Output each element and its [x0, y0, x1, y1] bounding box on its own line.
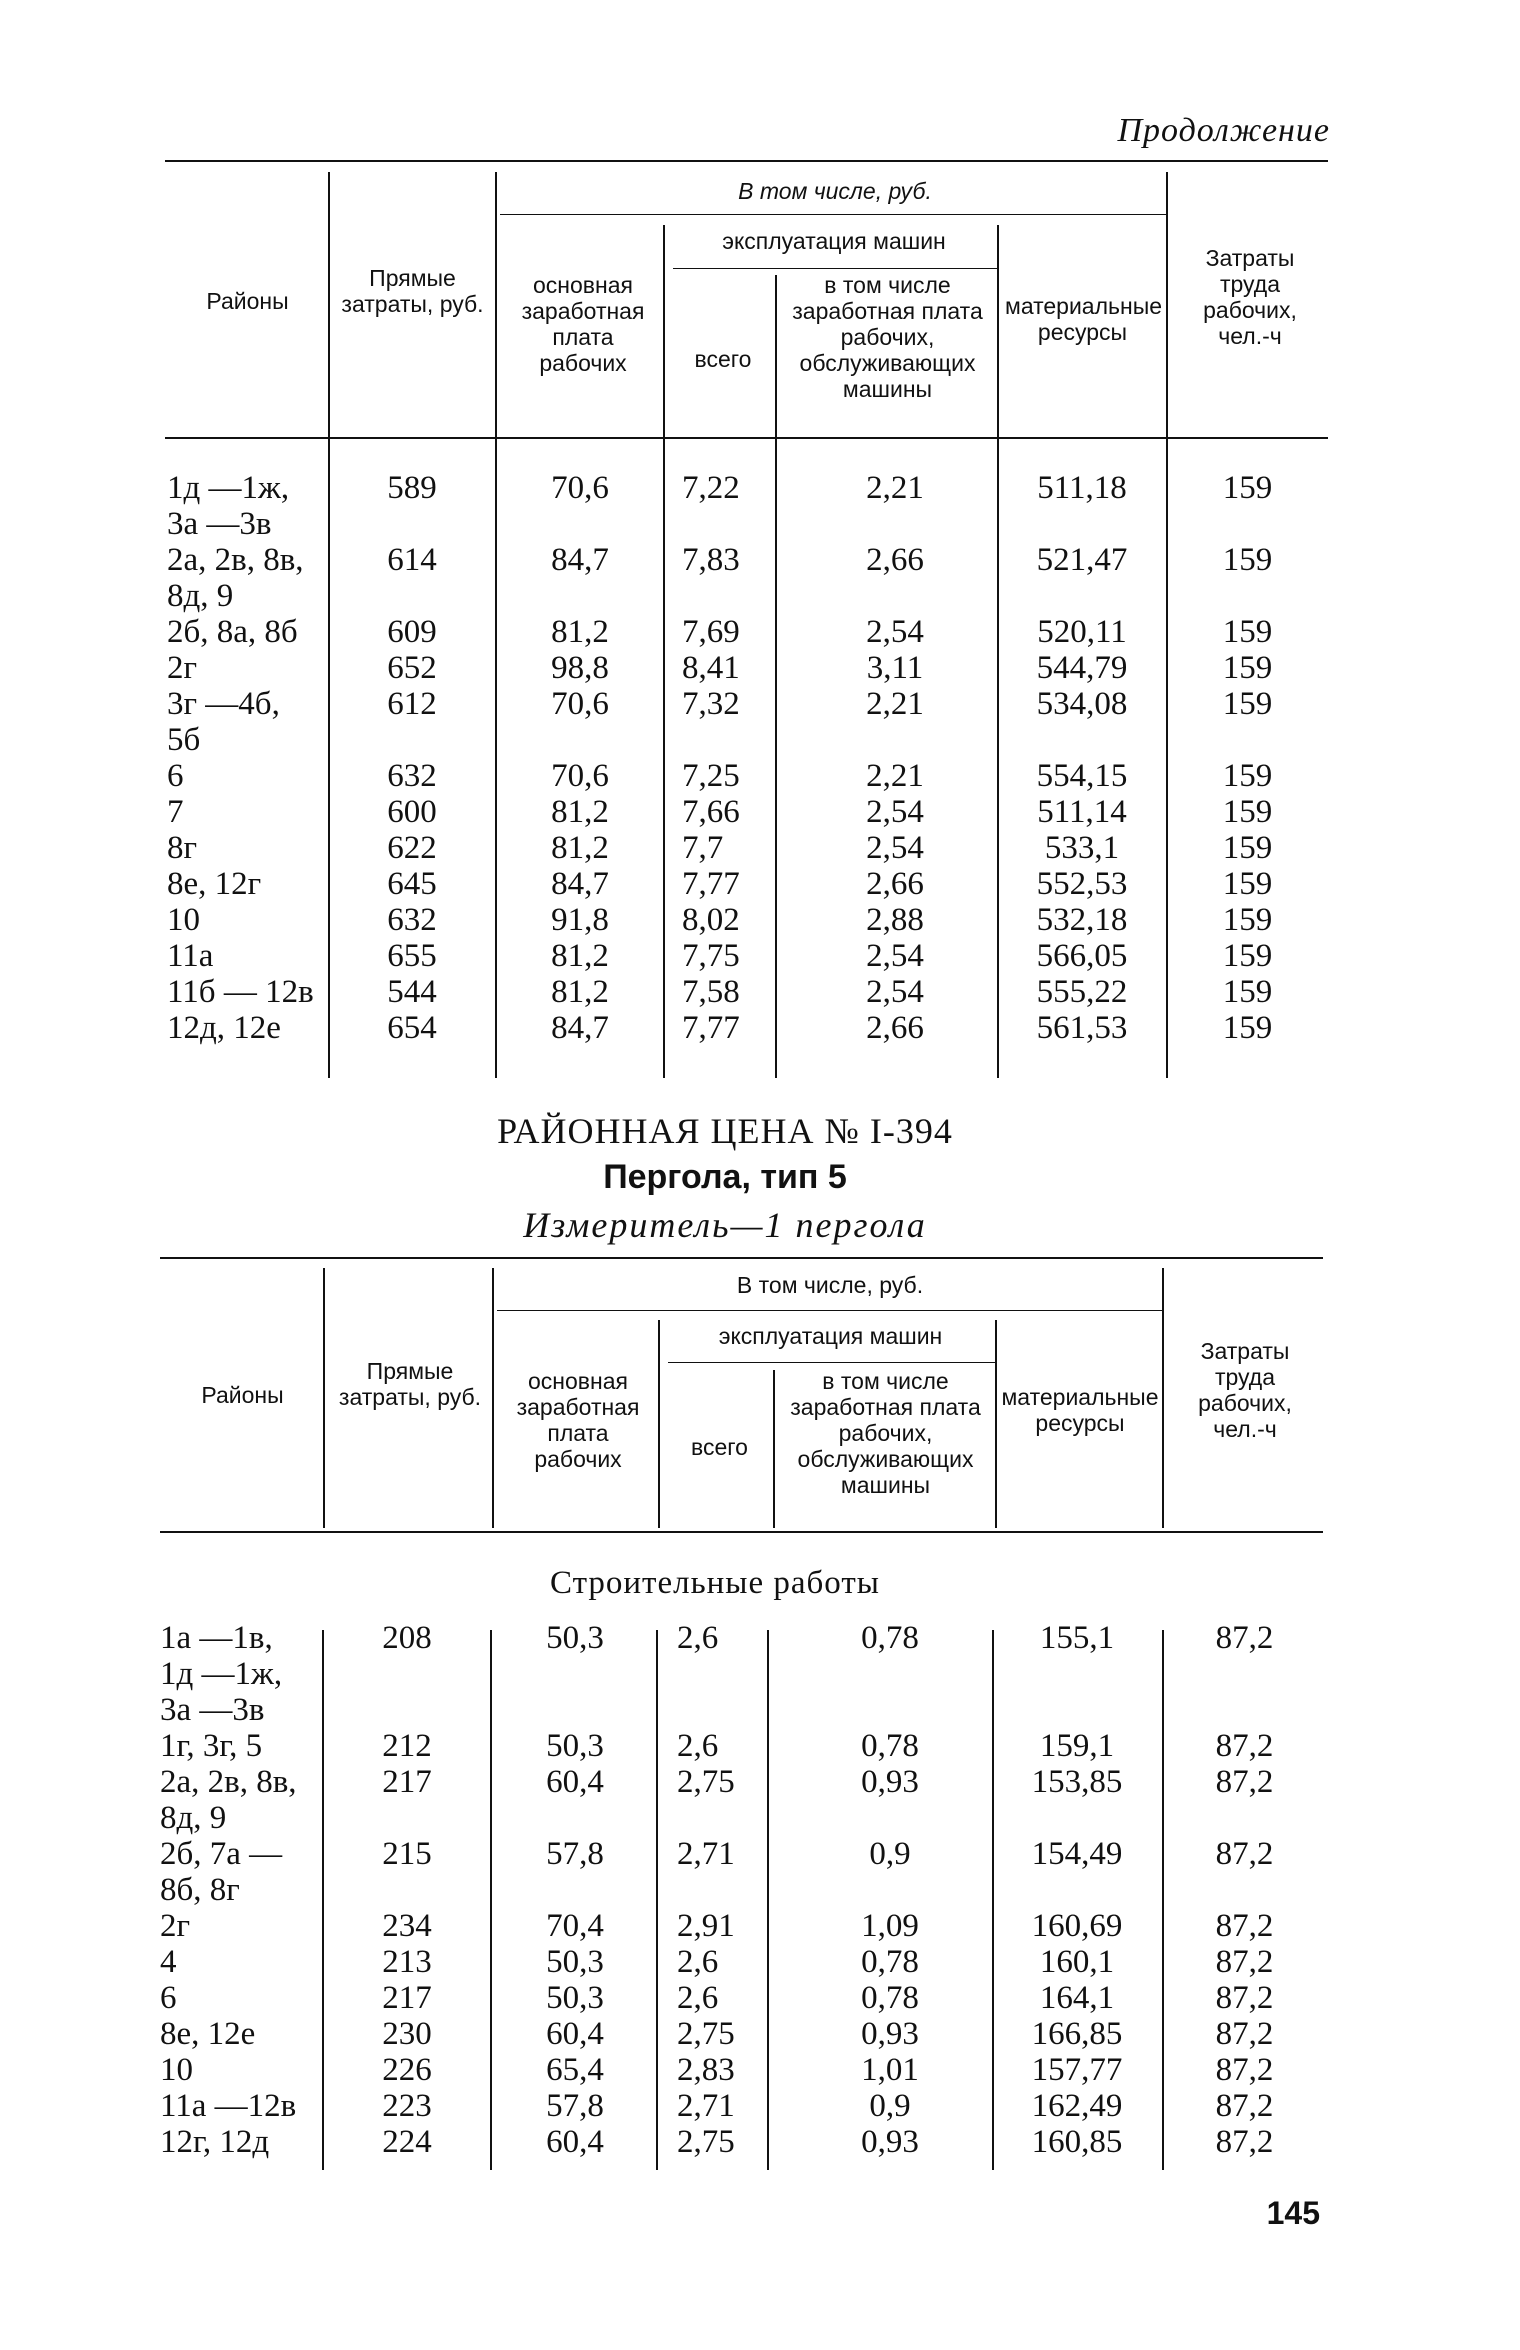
base-wage-cell: 60,4 — [546, 2016, 604, 2052]
district-cell-cont: 5б — [167, 722, 201, 758]
materials-cell: 534,08 — [1036, 686, 1128, 722]
labor-cell: 87,2 — [1215, 2016, 1274, 2052]
machine-total-cell: 7,83 — [682, 542, 740, 578]
district-cell: 2а, 2в, 8в, — [160, 1764, 297, 1800]
base-wage-cell: 70,6 — [551, 686, 609, 722]
table-2-col-divider — [490, 1630, 492, 2170]
district-cell: 10 — [167, 902, 200, 938]
district-cell-cont: 3а —3в — [167, 506, 272, 542]
direct-cost-cell: 632 — [387, 902, 437, 938]
machine-wage-cell: 2,66 — [866, 542, 924, 578]
base-wage-cell: 50,3 — [546, 1944, 604, 1980]
machine-wage-cell: 0,93 — [861, 2124, 919, 2160]
district-cell: 1а —1в, — [160, 1620, 273, 1656]
table-1-col-divider — [997, 225, 999, 1078]
labor-cell: 87,2 — [1215, 2052, 1274, 2088]
machine-total-cell: 7,25 — [682, 758, 740, 794]
labor-cell: 87,2 — [1215, 2124, 1274, 2160]
base-wage-cell: 70,4 — [546, 1908, 604, 1944]
labor-cell: 159 — [1222, 866, 1273, 902]
table-1-machines-rule — [673, 268, 999, 269]
header-districts: Районы — [206, 288, 289, 314]
continuation-label: Продолжение — [1117, 112, 1330, 149]
table-2-col-divider — [992, 1630, 994, 2170]
machine-wage-cell: 0,78 — [861, 1728, 919, 1764]
machine-wage-cell: 2,21 — [866, 758, 924, 794]
labor-cell: 87,2 — [1215, 1944, 1274, 1980]
district-cell-cont: 3а —3в — [160, 1692, 265, 1728]
machine-total-cell: 2,83 — [677, 2052, 735, 2088]
base-wage-cell: 70,6 — [551, 758, 609, 794]
direct-cost-cell: 654 — [387, 1010, 437, 1046]
base-wage-cell: 84,7 — [551, 1010, 609, 1046]
machine-total-cell: 7,22 — [682, 470, 740, 506]
table-1-col-divider — [495, 172, 497, 1078]
direct-cost-cell: 544 — [387, 974, 437, 1010]
header-direct-costs-2: Прямые затраты, руб. — [338, 1358, 482, 1410]
machine-total-cell: 7,7 — [682, 830, 724, 866]
base-wage-cell: 84,7 — [551, 866, 609, 902]
direct-cost-cell: 612 — [387, 686, 437, 722]
machine-total-cell: 2,6 — [677, 1980, 719, 2016]
table-2-group-rule — [497, 1310, 1162, 1311]
base-wage-cell: 50,3 — [546, 1728, 604, 1764]
machine-total-cell: 8,02 — [682, 902, 740, 938]
base-wage-cell: 81,2 — [551, 830, 609, 866]
labor-cell: 159 — [1222, 650, 1273, 686]
labor-cell: 159 — [1222, 902, 1273, 938]
materials-cell: 520,11 — [1037, 614, 1127, 650]
direct-cost-cell: 217 — [382, 1764, 432, 1800]
header-machine-wage: в том числе заработная плата рабочих, обслуживающих машины — [792, 272, 983, 402]
labor-cell: 159 — [1222, 686, 1273, 722]
header-direct-costs: Прямые затраты, руб. — [341, 265, 484, 317]
machine-wage-cell: 2,66 — [866, 866, 924, 902]
district-cell: 8г — [167, 830, 198, 866]
district-cell: 8е, 12г — [167, 866, 262, 902]
district-cell: 7 — [167, 794, 184, 830]
district-cell: 6 — [167, 758, 184, 794]
district-cell: 2г — [167, 650, 198, 686]
table-2-top-rule — [160, 1257, 1323, 1259]
direct-cost-cell: 609 — [387, 614, 437, 650]
machine-wage-cell: 1,09 — [861, 1908, 919, 1944]
base-wage-cell: 50,3 — [546, 1980, 604, 2016]
direct-cost-cell: 655 — [387, 938, 437, 974]
page-number: 145 — [1266, 2195, 1320, 2231]
header-districts-2: Районы — [201, 1382, 284, 1408]
table-2-col-divider — [656, 1630, 658, 2170]
base-wage-cell: 65,4 — [546, 2052, 604, 2088]
district-cell: 6 — [160, 1980, 177, 2016]
machine-wage-cell: 2,54 — [866, 830, 924, 866]
base-wage-cell: 50,3 — [546, 1620, 604, 1656]
machine-wage-cell: 2,88 — [866, 902, 924, 938]
labor-cell: 87,2 — [1215, 1764, 1274, 1800]
section-heading: Строительные работы — [550, 1565, 880, 1601]
machine-wage-cell: 3,11 — [866, 650, 924, 686]
direct-cost-cell: 230 — [382, 2016, 432, 2052]
materials-cell: 511,18 — [1037, 470, 1127, 506]
district-cell: 3г —4б, — [167, 686, 280, 722]
machine-total-cell: 2,6 — [677, 1620, 719, 1656]
labor-cell: 159 — [1222, 614, 1273, 650]
object-title: Пергола, тип 5 — [603, 1158, 847, 1196]
table-2-col-divider — [1162, 1630, 1164, 2170]
table-2-col-divider — [995, 1320, 997, 1528]
table-1-col-divider — [663, 225, 665, 1078]
labor-cell: 87,2 — [1215, 1620, 1274, 1656]
direct-cost-cell: 212 — [382, 1728, 432, 1764]
table-2-col-divider — [323, 1268, 325, 1528]
district-cell: 10 — [160, 2052, 193, 2088]
base-wage-cell: 60,4 — [546, 2124, 604, 2160]
machine-total-cell: 2,71 — [677, 2088, 735, 2124]
machine-total-cell: 2,71 — [677, 1836, 735, 1872]
machine-wage-cell: 2,21 — [866, 470, 924, 506]
direct-cost-cell: 215 — [382, 1836, 432, 1872]
direct-cost-cell: 645 — [387, 866, 437, 902]
machine-total-cell: 8,41 — [682, 650, 740, 686]
price-title: РАЙОННАЯ ЦЕНА № I-394 — [497, 1111, 953, 1151]
direct-cost-cell: 217 — [382, 1980, 432, 2016]
machine-total-cell: 7,32 — [682, 686, 740, 722]
labor-cell: 87,2 — [1215, 2088, 1274, 2124]
direct-cost-cell: 600 — [387, 794, 437, 830]
header-labor: Затраты труда рабочих, чел.-ч — [1203, 245, 1297, 349]
materials-cell: 511,14 — [1037, 794, 1127, 830]
base-wage-cell: 57,8 — [546, 2088, 604, 2124]
machine-wage-cell: 0,93 — [861, 2016, 919, 2052]
labor-cell: 159 — [1222, 974, 1273, 1010]
labor-cell: 159 — [1222, 794, 1273, 830]
labor-cell: 159 — [1222, 542, 1273, 578]
materials-cell: 164,1 — [1039, 1980, 1115, 2016]
materials-cell: 533,1 — [1044, 830, 1120, 866]
materials-cell: 166,85 — [1031, 2016, 1123, 2052]
table-2-machines-rule — [668, 1362, 996, 1363]
district-cell: 11а — [167, 938, 214, 974]
machine-total-cell: 2,75 — [677, 1764, 735, 1800]
direct-cost-cell: 224 — [382, 2124, 432, 2160]
machine-total-cell: 2,91 — [677, 1908, 735, 1944]
materials-cell: 157,77 — [1031, 2052, 1123, 2088]
header-base-wage-2: основная заработная плата рабочих — [516, 1368, 640, 1472]
machine-total-cell: 2,75 — [677, 2016, 735, 2052]
district-cell: 2б, 8а, 8б — [167, 614, 298, 650]
district-cell: 12д, 12е — [167, 1010, 281, 1046]
materials-cell: 162,49 — [1031, 2088, 1123, 2124]
header-base-wage: основная заработная плата рабочих — [521, 272, 645, 376]
measure-title: Измеритель—1 пергола — [523, 1205, 927, 1245]
table-2-col-divider — [492, 1268, 494, 1528]
machine-wage-cell: 2,54 — [866, 974, 924, 1010]
table-2-col-divider — [1162, 1268, 1164, 1528]
machine-total-cell: 7,75 — [682, 938, 740, 974]
district-cell-cont: 1д —1ж, — [160, 1656, 283, 1692]
table-2-col-divider — [773, 1370, 775, 1528]
machine-wage-cell: 0,9 — [869, 2088, 911, 2124]
table-1-top-rule — [165, 160, 1328, 162]
labor-cell: 87,2 — [1215, 1980, 1274, 2016]
header-machine-total-2: всего — [691, 1434, 748, 1460]
materials-cell: 555,22 — [1036, 974, 1128, 1010]
district-cell: 11б — 12в — [167, 974, 314, 1010]
machine-wage-cell: 0,93 — [861, 1764, 919, 1800]
materials-cell: 544,79 — [1036, 650, 1128, 686]
machine-total-cell: 2,75 — [677, 2124, 735, 2160]
direct-cost-cell: 223 — [382, 2088, 432, 2124]
district-cell: 8е, 12е — [160, 2016, 256, 2052]
header-including: В том числе, руб. — [738, 178, 932, 204]
materials-cell: 155,1 — [1039, 1620, 1115, 1656]
district-cell: 1д —1ж, — [167, 470, 290, 506]
header-labor-2: Затраты труда рабочих, чел.-ч — [1198, 1338, 1292, 1442]
table-2-col-divider — [658, 1320, 660, 1528]
machine-wage-cell: 0,78 — [861, 1944, 919, 1980]
direct-cost-cell: 589 — [387, 470, 437, 506]
materials-cell: 521,47 — [1036, 542, 1128, 578]
labor-cell: 159 — [1222, 830, 1273, 866]
materials-cell: 160,1 — [1039, 1944, 1115, 1980]
machine-total-cell: 2,6 — [677, 1944, 719, 1980]
header-machine-operation-2: эксплуатация машин — [718, 1323, 943, 1349]
materials-cell: 532,18 — [1036, 902, 1128, 938]
direct-cost-cell: 208 — [382, 1620, 432, 1656]
base-wage-cell: 91,8 — [551, 902, 609, 938]
district-cell: 2г — [160, 1908, 191, 1944]
base-wage-cell: 57,8 — [546, 1836, 604, 1872]
labor-cell: 159 — [1222, 758, 1273, 794]
district-cell-cont: 8д, 9 — [167, 578, 234, 614]
machine-total-cell: 7,58 — [682, 974, 740, 1010]
base-wage-cell: 81,2 — [551, 794, 609, 830]
materials-cell: 554,15 — [1036, 758, 1128, 794]
labor-cell: 159 — [1222, 470, 1273, 506]
materials-cell: 154,49 — [1031, 1836, 1123, 1872]
direct-cost-cell: 226 — [382, 2052, 432, 2088]
materials-cell: 561,53 — [1036, 1010, 1128, 1046]
base-wage-cell: 60,4 — [546, 1764, 604, 1800]
direct-cost-cell: 213 — [382, 1944, 432, 1980]
district-cell: 1г, 3г, 5 — [160, 1728, 263, 1764]
header-materials-2: материальные ресурсы — [1001, 1384, 1159, 1436]
district-cell: 2а, 2в, 8в, — [167, 542, 304, 578]
machine-wage-cell: 0,9 — [869, 1836, 911, 1872]
base-wage-cell: 81,2 — [551, 938, 609, 974]
base-wage-cell: 81,2 — [551, 614, 609, 650]
machine-total-cell: 7,77 — [682, 866, 740, 902]
materials-cell: 552,53 — [1036, 866, 1128, 902]
base-wage-cell: 84,7 — [551, 542, 609, 578]
district-cell: 11а —12в — [160, 2088, 297, 2124]
materials-cell: 153,85 — [1031, 1764, 1123, 1800]
district-cell-cont: 8д, 9 — [160, 1800, 227, 1836]
district-cell: 12г, 12д — [160, 2124, 270, 2160]
base-wage-cell: 81,2 — [551, 974, 609, 1010]
base-wage-cell: 98,8 — [551, 650, 609, 686]
header-including-2: В том числе, руб. — [736, 1272, 924, 1298]
machine-wage-cell: 0,78 — [861, 1980, 919, 2016]
base-wage-cell: 70,6 — [551, 470, 609, 506]
machine-wage-cell: 2,54 — [866, 614, 924, 650]
table-1-header-rule — [165, 437, 1328, 439]
direct-cost-cell: 652 — [387, 650, 437, 686]
district-cell: 4 — [160, 1944, 177, 1980]
district-cell-cont: 8б, 8г — [160, 1872, 240, 1908]
materials-cell: 160,85 — [1031, 2124, 1123, 2160]
labor-cell: 87,2 — [1215, 1836, 1274, 1872]
direct-cost-cell: 234 — [382, 1908, 432, 1944]
machine-total-cell: 7,77 — [682, 1010, 740, 1046]
machine-wage-cell: 0,78 — [861, 1620, 919, 1656]
header-machine-wage-2: в том числе заработная плата рабочих, обслуживающих машины — [790, 1368, 981, 1498]
machine-total-cell: 2,6 — [677, 1728, 719, 1764]
table-2-header-rule — [160, 1531, 1323, 1533]
machine-wage-cell: 1,01 — [861, 2052, 919, 2088]
machine-wage-cell: 2,54 — [866, 938, 924, 974]
labor-cell: 87,2 — [1215, 1728, 1274, 1764]
labor-cell: 87,2 — [1215, 1908, 1274, 1944]
header-machine-operation: эксплуатация машин — [722, 228, 946, 254]
header-materials: материальные ресурсы — [1005, 293, 1163, 345]
labor-cell: 159 — [1222, 938, 1273, 974]
materials-cell: 160,69 — [1031, 1908, 1123, 1944]
direct-cost-cell: 622 — [387, 830, 437, 866]
machine-total-cell: 7,69 — [682, 614, 740, 650]
direct-cost-cell: 632 — [387, 758, 437, 794]
labor-cell: 159 — [1222, 1010, 1273, 1046]
table-1-col-divider — [1166, 172, 1168, 1078]
materials-cell: 566,05 — [1036, 938, 1128, 974]
machine-total-cell: 7,66 — [682, 794, 740, 830]
machine-wage-cell: 2,66 — [866, 1010, 924, 1046]
machine-wage-cell: 2,21 — [866, 686, 924, 722]
materials-cell: 159,1 — [1039, 1728, 1115, 1764]
header-machine-total: всего — [694, 346, 752, 372]
district-cell: 2б, 7а — — [160, 1836, 283, 1872]
table-1-group-rule — [500, 214, 1166, 215]
machine-wage-cell: 2,54 — [866, 794, 924, 830]
direct-cost-cell: 614 — [387, 542, 437, 578]
